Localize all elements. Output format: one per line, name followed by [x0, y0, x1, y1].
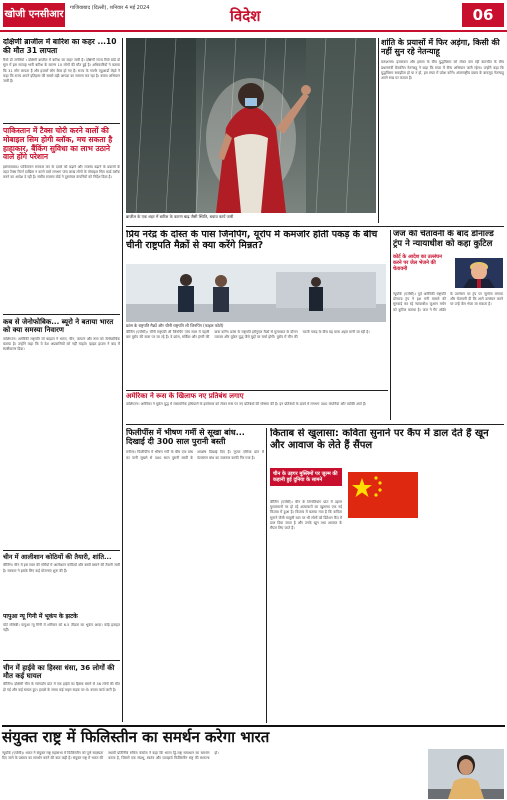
xi-macron-headline: प्रिय नरेंद्र के दोस्त के पास जिनपिंग, यूरोप में कमजोर होती पकड़ के बीच चीनी राष्ट्रपति मैक्रों से क्या करेंगे मिन्नत? — [126, 230, 378, 251]
china-flag — [348, 472, 418, 518]
story1-headline: दक्षिणी ब्राजील में बारिश का कहर ...10 की मौत 31 लापता — [3, 38, 117, 55]
un-palestine-text: न्यूयॉर्क (एजेंसी)। भारत ने संयुक्त राष्ट्र महासभा में फिलिस्तीन को पूर्ण सदस्यता दिए जाने के प्रस्ताव का समर्थन करने की बात कही है। संयुक्त राष्ट्र में भारत की स्थायी प्रतिनिधि रुचिरा कंबोज ने कहा कि भारत द्वि-राष्ट्र समाधान का समर्थन करता है, जिसमें एक संप्रभु, स्वतंत्र और व्यवहार्य फिलिस्तीन राष्ट्र की स्थापना हो। — [2, 751, 219, 761]
philippines-text: मनीला। फिलीपींस में भीषण गर्मी के बीच एक बांध का पानी सूखने से 300 साल पुरानी बस्ती के अवशेष दिखाई दिए हैं। नुएवा एसिया प्रांत में पंटाबंगन बांध का जलस्तर काफी गिर गया है। — [126, 450, 264, 460]
column-rule-book — [266, 428, 267, 723]
flood-photo-caption: ब्राजील के एक शहर में बारिश के कारण बाढ़ जैसी स्थिति, बचाव कार्य जारी — [126, 214, 234, 219]
trump-story — [393, 230, 504, 420]
us-sanctions-text: वाशिंगटन। अमेरिका ने यूक्रेन युद्ध में रासायनिक हथियारों के इस्तेमाल को लेकर रूस पर नए प्रतिबंधों की घोषणा की है। इन प्रतिबंधों के दायरे में लगभग 300 कंपनियां और व्यक्ति आते हैं। — [126, 402, 367, 407]
uyghur-book-subhead: चीन के उइगर मुस्लिमों पर जुल्म की कहानी हुई दुनिया के सामने — [270, 468, 342, 486]
column-rule-right — [378, 38, 379, 223]
kamboj-photo — [428, 749, 504, 799]
story5-headline: चीन में आलीशान कोठियों की तैयारी, शांति... — [3, 552, 112, 561]
column-rule-trump — [390, 230, 391, 420]
story6-headline: पापुआ न्यू गिनी में भूकंप के झटके — [3, 613, 78, 621]
china-flag-graphic — [348, 472, 418, 518]
un-palestine-headline: संयुक्त राष्ट्र में फिलिस्तीन का समर्थन करेगा भारत — [2, 728, 270, 746]
left-column — [3, 38, 120, 722]
xi-macron-photo-graphic — [126, 264, 386, 322]
newspaper-logo: खोजी एनसीआर — [3, 3, 65, 27]
trump-headline: जज की चेतावनी के बाद डोनाल्ड ट्रंप ने न्यायाधीश को कहा कुटिल — [393, 230, 494, 249]
story7-headline: चीन में हाईवे का हिस्सा धंसा, 36 लोगों की मौत कई घायल — [3, 664, 115, 681]
section-title: विदेश — [230, 7, 261, 25]
xi-macron-text: बीजिंग (एजेंसी)। चीनी राष्ट्रपति शी जिनपिंग पांच साल में पहली बार यूरोप की यात्रा पर जा रहे हैं। वे फ्रांस, सर्बिया और हंगरी की यात्रा करेंगे। फ्रांस के राष्ट्रपति इमैनुएल मैक्रों से मुलाकात के दौरान व्यापार और यूक्रेन युद्ध जैसे मुद्दों पर चर्चा होगी। यूरोप में चीन की घटती पकड़ के बीच यह यात्रा अहम मानी जा रही है। — [126, 330, 370, 340]
trump-subhead: कोर्ट के आदेश का उल्लंघन करने पर जेल भेजने की चेतावनी — [393, 253, 442, 272]
uyghur-book-story — [270, 428, 504, 723]
story2-text: इस्लामाबाद। पाकिस्तान सरकार कर के दायरे को बढ़ाने और राजस्व बढ़ाने के प्रयासों के तहत टैक्स रिटर्न दाखिल न करने वाले लगभग पांच लाख लोगों के मोबाइल सिम कार्ड ब्लॉक करने का आदेश दे रही है। संघीय राजस्व बोर्ड ने दूरसंचार कंपनियों को निर्देश दिया है। — [3, 164, 120, 180]
trump-photo — [455, 258, 503, 288]
story2-headline: पाकिस्तान में टैक्स चोरी करने वालों की मोबाइल सिम होगी ब्लॉक, मच सकता है हाहाकार, बैंकिंग सुविधा का लाभ उठाने वाले होंगे परेशान — [3, 126, 113, 162]
page-number: 06 — [462, 3, 504, 27]
uyghur-book-headline: किताब से खुलासा: कविता सुनाने पर कैंप में डाल देते हैं खून और आवाज के लेते हैं सैंपल — [270, 428, 489, 451]
uyghur-book-text: बीजिंग (एजेंसी)। चीन के शिनजियांग प्रांत में उइगर मुसलमानों पर हो रहे अत्याचारों का खुलासा एक नई किताब में हुआ है। किताब में बताया गया है कि कविता सुनाने जैसी मामूली बात पर भी लोगों को डिटेंशन कैंप में डाल दिया जाता है और उनके खून तथा आवाज के सैंपल लिए जाते हैं। — [270, 500, 342, 531]
row-rule-3 — [126, 424, 504, 425]
flood-photo — [126, 38, 376, 213]
story6-text: पोर्ट मोरेस्बी। पापुआ न्यू गिनी में शनिवार को 6.5 तीव्रता का भूकंप आया। कोई हताहत नहीं। — [3, 623, 120, 633]
trump-text: न्यूयॉर्क (एजेंसी)। पूर्व अमेरिकी राष्ट्रपति डोनाल्ड ट्रंप ने हश मनी मामले की सुनवाई कर रहे न्यायाधीश जुआन मर्चन को कुटिल बताया है। जज ने गैग ऑर्डर के उल्लंघन पर ट्रंप पर जुर्माना लगाया और चेतावनी दी कि आगे उल्लंघन करने पर उन्हें जेल भेजा जा सकता है। — [393, 292, 503, 312]
xi-macron-photo-caption: फ्रांस के राष्ट्रपति मैक्रों और चीनी राष्ट्रपति शी जिनपिंग (फाइल फोटो) — [126, 323, 224, 328]
flood-photo-graphic — [126, 38, 376, 213]
row-rule-1 — [126, 226, 504, 227]
story5-text: बीजिंग। चीन में इस साल की गर्मियों में आलीशान कोठियों और बस्ती बसाने की तैयारी जारी है। सरकार ने इसके लिए कई योजनाएं शुरू की हैं। — [3, 563, 120, 573]
xi-macron-story — [126, 230, 388, 388]
un-palestine-story — [2, 725, 505, 798]
story3-text: वाशिंगटन। अमेरिकी राष्ट्रपति जो बाइडन ने भारत, चीन, जापान और रूस को जेनोफोबिक बताया है। उन्होंने कहा कि ये देश अप्रवासियों को नहीं चाहते। व्हाइट हाउस ने बाद में स्पष्टीकरण दिया। — [3, 336, 120, 352]
us-sanctions-headline: अमेरिका ने रूस के खिलाफ नए प्रतिबंध लगाए — [126, 392, 244, 400]
philippines-story — [126, 428, 264, 723]
philippines-headline: फिलीपींस में भीषण गर्मी से सूखा बांध... दिखाई दी 300 साल पुरानी बस्ती — [126, 428, 245, 447]
column-rule-left — [122, 38, 123, 722]
story7-text: बीजिंग। दक्षिणी चीन के ग्वांगडोंग प्रांत में एक हाईवे का हिस्सा धंसने से 36 लोगों की मौत हो गई और कई घायल हुए। हादसे के समय कई वाहन सड़क पर थे। बचाव कार्य जारी है। — [3, 682, 120, 692]
netanyahu-text: यरूशलम। इजरायल और हमास के बीच युद्धविराम को लेकर चल रही बातचीत के बीच प्रधानमंत्री बेंजामिन नेतन्याहू ने कहा कि राफा में सैन्य अभियान जारी रहेगा। उन्होंने कहा कि युद्धविराम समझौता हो या न हो, हम राफा में प्रवेश करेंगे। अंतरराष्ट्रीय दबाव के बावजूद नेतन्याहू अपने रुख पर कायम हैं। — [381, 60, 504, 80]
story3-headline: कब से जेनोफोबिक... ब्यूरो ने बताया भारत को क्या समस्या निवारण — [3, 317, 114, 334]
story1-text: रियो डी जनेरियो । दक्षिणी ब्राजील में बारिश का कहर जारी है। दक्षिणी राज्य रियो ग्रांडे डो सुल में इस सप्ताह भारी बारिश के कारण 10 लोगों की मौत हुई है। अधिकारियों ने बताया कि 31 लोग लापता हैं और हजारों लोग बेघर हो गए हैं। राज्य के गवर्नर एडुआर्डो लेइटे ने कहा कि राज्य अपने इतिहास की सबसे बड़ी आपदा का सामना कर रहा है। बचाव अभियान जारी है। — [3, 58, 120, 84]
masthead — [0, 0, 507, 32]
right-column — [381, 38, 504, 223]
us-sanctions-story — [126, 392, 388, 422]
dateline: गाजियाबाद (दिल्ली), शनिवार 4 मई 2024 — [70, 5, 150, 11]
row-rule-2 — [126, 390, 388, 391]
xi-macron-photo — [126, 264, 386, 322]
kamboj-photo-graphic — [428, 749, 504, 799]
netanyahu-headline: शांति के प्रयासों में फिर अड़ंगा, किसी की नहीं सुन रहे नेतन्याहू — [381, 38, 500, 57]
trump-photo-graphic — [455, 258, 503, 288]
